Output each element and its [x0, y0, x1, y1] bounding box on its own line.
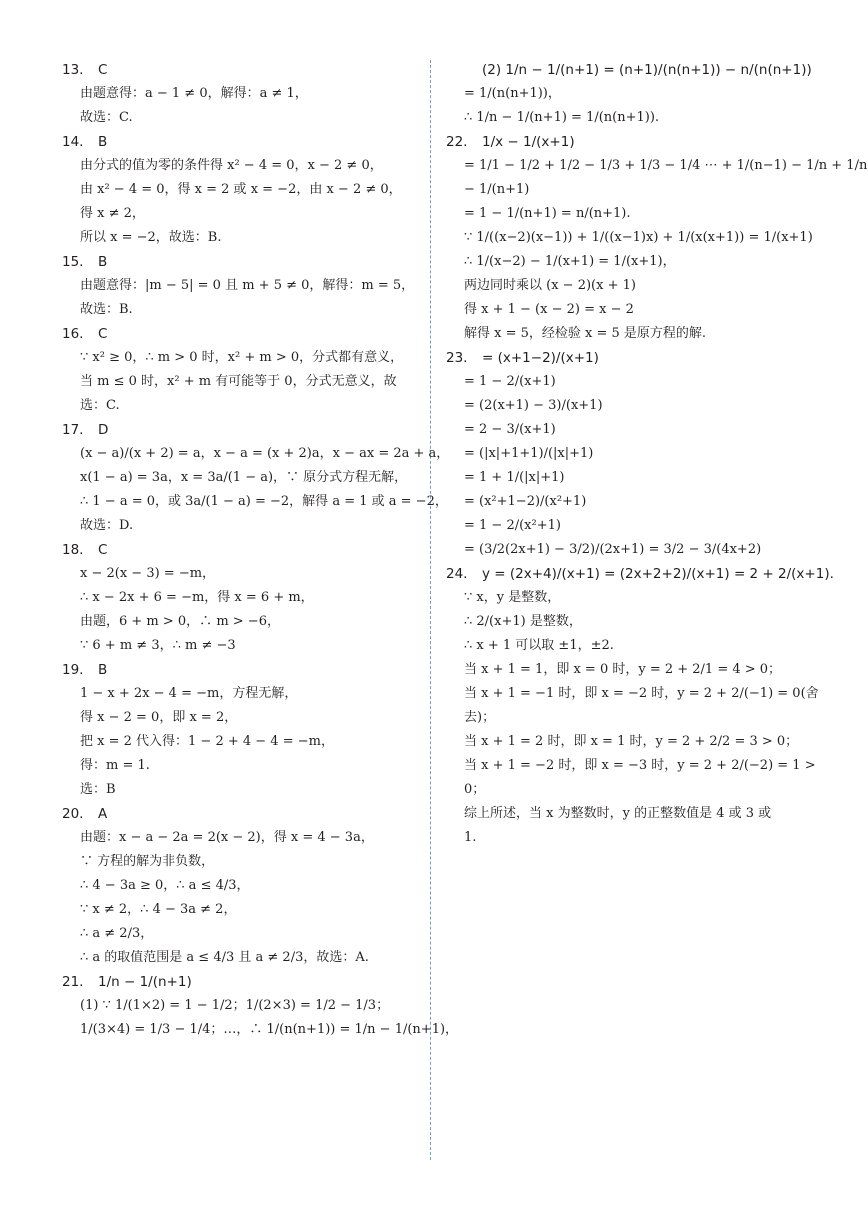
question-number: 14. — [62, 134, 84, 150]
answer-header — [446, 130, 816, 154]
solution-line: ∵ x² ≥ 0，∴ m > 0 时，x² + m > 0，分式都有意义， — [80, 350, 404, 365]
solution-line: 1 − x + 2x − 4 = −m，方程无解， — [80, 686, 298, 701]
answer-item — [446, 346, 816, 562]
solution-line: = 1 − 2/(x²+1) — [464, 518, 561, 533]
question-number: 15. — [62, 254, 84, 270]
question-number: 16. — [62, 326, 84, 342]
solution-line: ∴ a ≠ 2/3， — [80, 926, 154, 941]
solution-line: 得 x + 1 − (x − 2) = x − 2 — [464, 302, 634, 317]
solution-line: (x − a)/(x + 2) = a，x − a = (x + 2)a，x − ax = 2a + a， — [80, 446, 450, 461]
solution-line: ∴ x + 1 可以取 ±1，±2. — [464, 638, 614, 653]
solution-line: − 1/(n+1) — [464, 182, 530, 197]
solution-line: 选：C. — [80, 398, 120, 413]
solution-line: 由题：x − a − 2a = 2(x − 2)，得 x = 4 − 3a， — [80, 830, 374, 845]
solution-line: 两边同时乘以 (x − 2)(x + 1) — [464, 278, 636, 293]
solution-line: 去)； — [464, 710, 496, 725]
answer-header — [62, 970, 424, 994]
answer-item — [62, 418, 450, 538]
question-number: 18. — [62, 542, 84, 558]
solution-line: = 1 − 2/(x+1) — [464, 374, 556, 389]
solution-line: 0； — [464, 782, 486, 797]
answer-choice: D — [98, 422, 109, 438]
question-number: 13. — [62, 62, 84, 78]
solution-line: 当 x + 1 = 1，即 x = 0 时，y = 2 + 2/1 = 4 > 0； — [464, 662, 782, 677]
solution-line: ∵ 1/((x−2)(x−1)) + 1/((x−1)x) + 1/(x(x+1)) = 1/(x+1) — [464, 230, 813, 245]
answer-choice: (2) 1/n − 1/(n+1) = (n+1)/(n(n+1)) − n/(n(n+1)) — [482, 62, 812, 78]
solution-line: 选：B — [80, 782, 116, 797]
column-divider — [430, 60, 431, 1160]
solution-line: ∴ a 的取值范围是 a ≤ 4/3 且 a ≠ 2/3，故选：A. — [80, 950, 369, 965]
solution-line: 所以 x = −2，故选：B. — [80, 230, 222, 245]
solution-line: ∵ 6 + m ≠ 3，∴ m ≠ −3 — [80, 638, 236, 653]
solution-line: ∴ 1 − a = 0，或 3a/(1 − a) = −2，解得 a = 1 或 a = −2， — [80, 494, 448, 509]
answer-choice: C — [98, 326, 108, 342]
solution-line: = 1 − 1/(n+1) = n/(n+1). — [464, 206, 631, 221]
solution-line: 当 m ≤ 0 时，x² + m 有可能等于 0，分式无意义，故 — [80, 374, 397, 389]
solution-line: 得 x ≠ 2， — [80, 206, 145, 221]
answer-header — [446, 562, 834, 586]
solution-line: 1/(3×4) = 1/3 − 1/4；…，∴ 1/(n(n+1)) = 1/n − 1/(n+1)， — [80, 1022, 459, 1037]
answer-item — [446, 130, 868, 346]
answer-choice: 1/x − 1/(x+1) — [482, 134, 575, 150]
solution-line: = (3/2(2x+1) − 3/2)/(2x+1) = 3/2 − 3/(4x+2) — [464, 542, 762, 557]
solution-line: 综上所述，当 x 为整数时，y 的正整数值是 4 或 3 或 — [464, 806, 772, 821]
answer-choice: B — [98, 254, 108, 270]
solution-line: x − 2(x − 3) = −m， — [80, 566, 216, 581]
solution-line: 把 x = 2 代入得：1 − 2 + 4 − 4 = −m， — [80, 734, 334, 749]
answer-choice: C — [98, 542, 108, 558]
solution-line: ∴ 1/(x−2) − 1/(x+1) = 1/(x+1)， — [464, 254, 676, 269]
answer-choice: C — [98, 62, 108, 78]
solution-line: ∴ 2/(x+1) 是整数， — [464, 614, 582, 629]
answer-item — [62, 658, 424, 802]
answer-item — [446, 58, 816, 130]
answer-item — [62, 802, 424, 970]
answer-header — [62, 658, 424, 682]
question-number: 20. — [62, 806, 84, 822]
answer-item — [62, 130, 424, 250]
solution-line: = 1/1 − 1/2 + 1/2 − 1/3 + 1/3 − 1/4 ⋯ + 1/(n−1) − 1/n + 1/n — [464, 158, 868, 173]
solution-line: = (x²+1−2)/(x²+1) — [464, 494, 587, 509]
solution-line: 由题意得：|m − 5| = 0 且 m + 5 ≠ 0，解得：m = 5， — [80, 278, 415, 293]
answer-header — [446, 346, 816, 370]
solution-line: ∵ 方程的解为非负数， — [80, 854, 215, 869]
question-number: 17. — [62, 422, 84, 438]
solution-line: 解得 x = 5，经检验 x = 5 是原方程的解. — [464, 326, 707, 341]
answer-header — [62, 130, 424, 154]
answer-header — [62, 322, 424, 346]
answer-choice: A — [98, 806, 108, 822]
question-number: 24. — [446, 566, 468, 582]
answer-item — [62, 538, 424, 658]
solution-line: = 1 + 1/(|x|+1) — [464, 470, 565, 485]
solution-line: 当 x + 1 = −1 时，即 x = −2 时，y = 2 + 2/(−1) = 0(舍 — [464, 686, 819, 701]
solution-line: (1) ∵ 1/(1×2) = 1 − 1/2；1/(2×3) = 1/2 − 1/3； — [80, 998, 390, 1013]
question-number: 23. — [446, 350, 468, 366]
solution-line: ∴ x − 2x + 6 = −m，得 x = 6 + m， — [80, 590, 314, 605]
answer-choice: B — [98, 134, 108, 150]
answer-choice: y = (2x+4)/(x+1) = (2x+2+2)/(x+1) = 2 + 2/(x+1). — [482, 566, 834, 582]
answer-header — [62, 58, 424, 82]
solution-line: 故选：C. — [80, 110, 133, 125]
solution-line: = 2 − 3/(x+1) — [464, 422, 556, 437]
solution-line: ∵ x ≠ 2，∴ 4 − 3a ≠ 2， — [80, 902, 237, 917]
answer-item — [62, 58, 424, 130]
solution-line: 得 x − 2 = 0，即 x = 2， — [80, 710, 238, 725]
solution-line: 由分式的值为零的条件得 x² − 4 = 0，x − 2 ≠ 0， — [80, 158, 383, 173]
solution-line: 由题意得：a − 1 ≠ 0，解得：a ≠ 1， — [80, 86, 308, 101]
answer-header — [446, 58, 816, 82]
solution-line: = 1/(n(n+1))， — [464, 86, 561, 101]
question-number: 21. — [62, 974, 84, 990]
answer-header — [62, 250, 424, 274]
solution-line: 1. — [464, 830, 477, 845]
question-number: 22. — [446, 134, 468, 150]
answer-header — [62, 418, 424, 442]
solution-line: x(1 − a) = 3a，x = 3a/(1 − a)，∵ 原分式方程无解， — [80, 470, 408, 485]
answer-choice: 1/n − 1/(n+1) — [98, 974, 192, 990]
solution-line: 由题，6 + m > 0，∴ m > −6， — [80, 614, 280, 629]
answer-header — [62, 802, 424, 826]
solution-line: 由 x² − 4 = 0，得 x = 2 或 x = −2，由 x − 2 ≠ 0， — [80, 182, 402, 197]
answer-choice: B — [98, 662, 108, 678]
answer-item — [62, 250, 424, 322]
solution-line: 故选：B. — [80, 302, 133, 317]
solution-line: 当 x + 1 = −2 时，即 x = −3 时，y = 2 + 2/(−2) = 1 > — [464, 758, 816, 773]
solution-line: 故选：D. — [80, 518, 134, 533]
question-number: 19. — [62, 662, 84, 678]
answer-header — [62, 538, 424, 562]
answer-choice: = (x+1−2)/(x+1) — [482, 350, 599, 366]
solution-line: 当 x + 1 = 2 时，即 x = 1 时，y = 2 + 2/2 = 3 > 0； — [464, 734, 799, 749]
right-column — [446, 58, 868, 850]
solution-line: ∴ 1/n − 1/(n+1) = 1/(n(n+1)). — [464, 110, 660, 125]
solution-line: = (|x|+1+1)/(|x|+1) — [464, 446, 594, 461]
answer-item — [62, 322, 424, 418]
solution-line: ∴ 4 − 3a ≥ 0，∴ a ≤ 4/3， — [80, 878, 250, 893]
answer-item — [446, 562, 834, 850]
answer-item — [62, 970, 459, 1042]
solution-line: 得：m = 1. — [80, 758, 150, 773]
solution-line: = (2(x+1) − 3)/(x+1) — [464, 398, 603, 413]
solution-line: ∵ x，y 是整数， — [464, 590, 561, 605]
